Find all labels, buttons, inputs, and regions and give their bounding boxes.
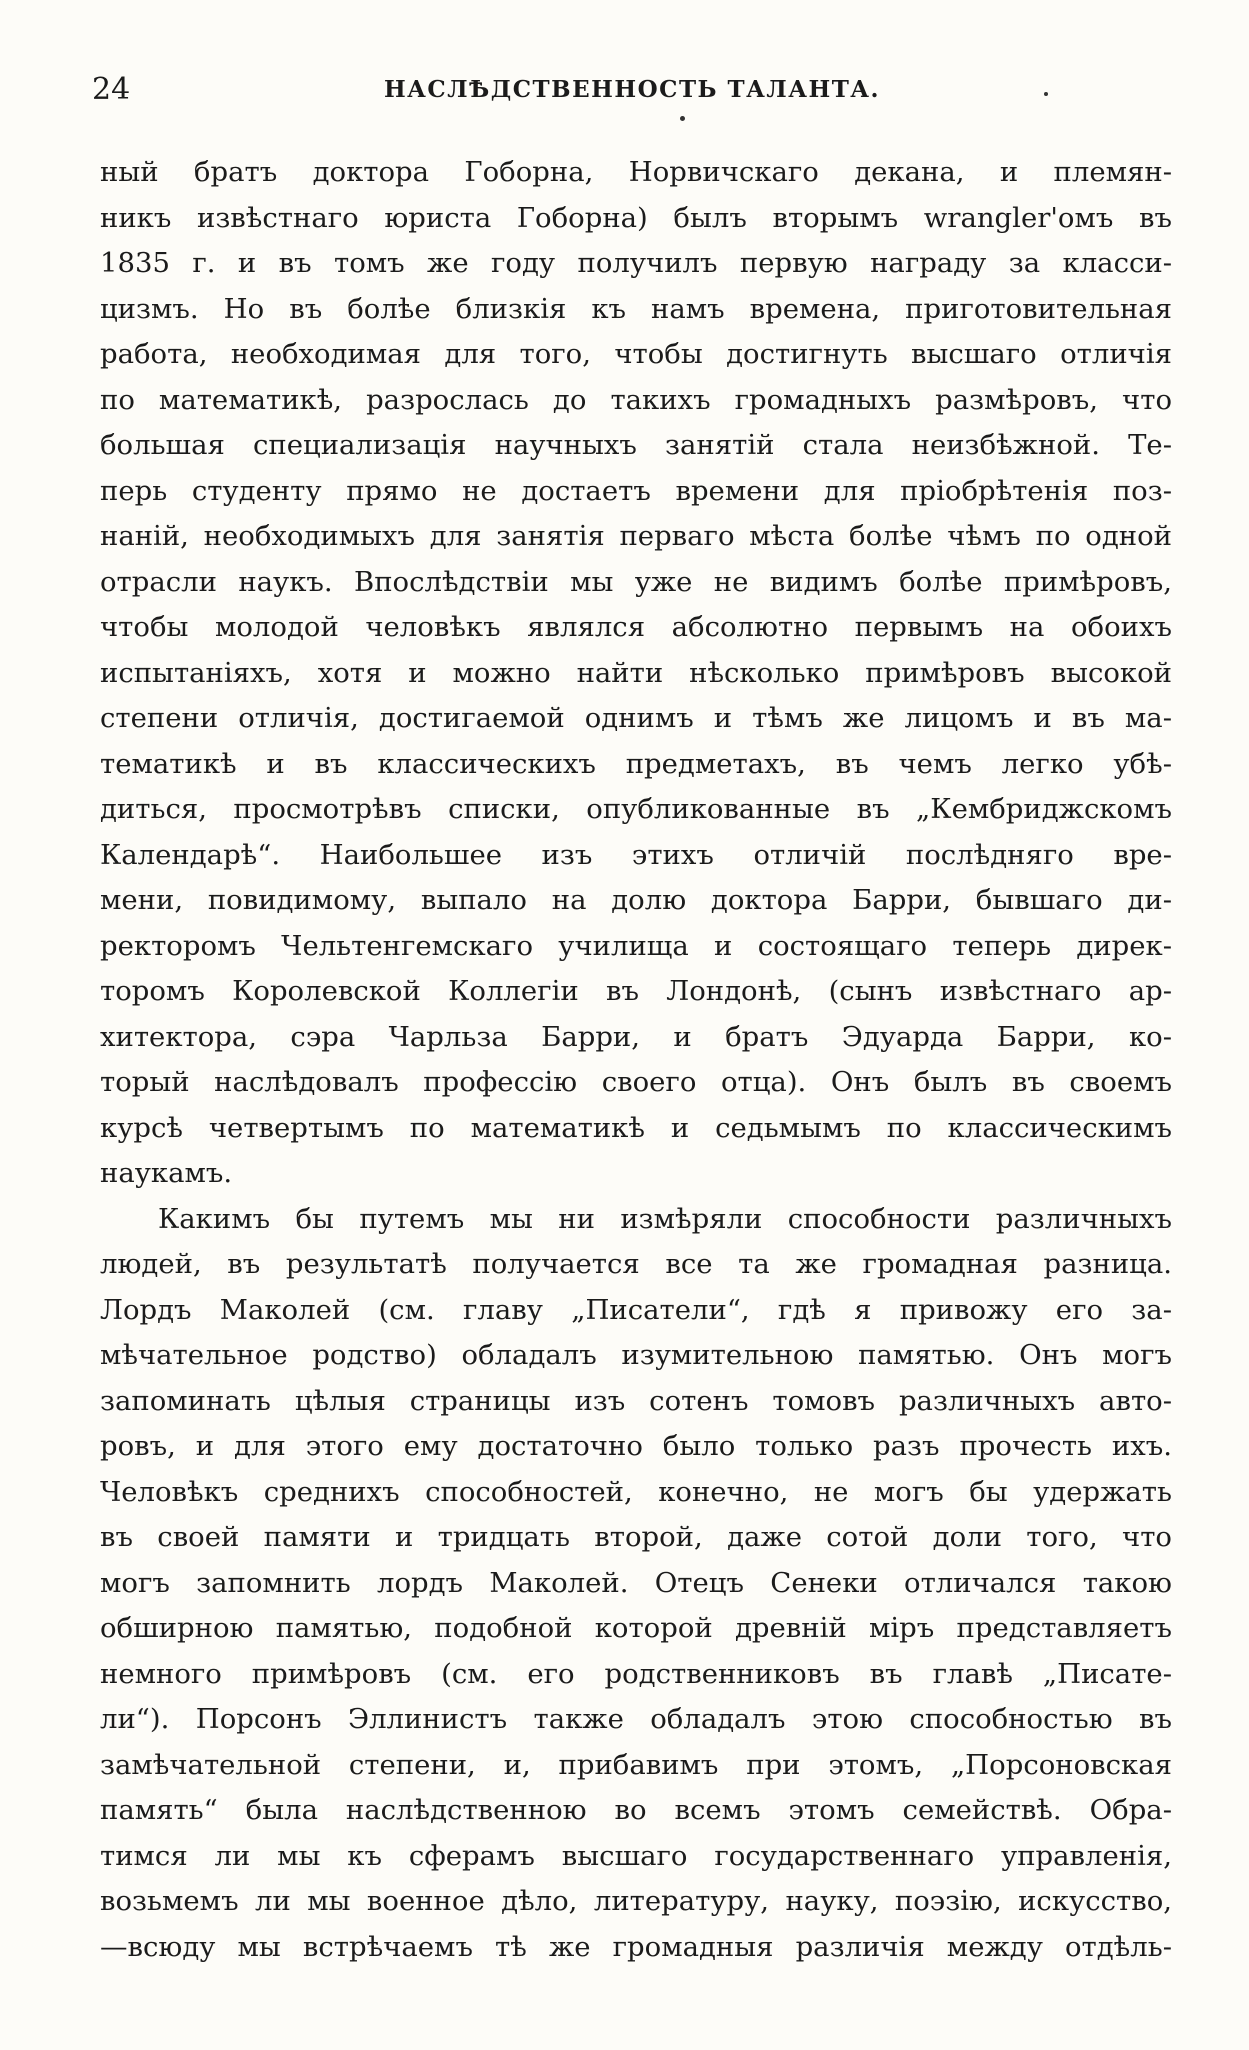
text-line: диться, просмотрѣвъ списки, опубликованные въ „Кембриджскомъ bbox=[100, 793, 1172, 825]
text-line: отрасли наукъ. Впослѣдствіи мы уже не видимъ болѣе примѣровъ, bbox=[100, 565, 1172, 598]
body-text bbox=[100, 150, 1172, 1970]
text-line: большая специализація научныхъ занятій стала неизбѣжной. Те- bbox=[100, 429, 1172, 461]
text-line: запоминать цѣлыя страницы изъ сотенъ томовъ различныхъ авто- bbox=[100, 1384, 1172, 1417]
text-line: торый наслѣдовалъ профессію своего отца). Онъ былъ въ своемъ bbox=[100, 1066, 1172, 1098]
text-line: хитектора, сэра Чарльза Барри, и братъ Эдуарда Барри, ко- bbox=[100, 1020, 1172, 1053]
text-line: торомъ Королевской Коллегіи въ Лондонѣ, (сынъ извѣстнаго ар- bbox=[100, 975, 1172, 1007]
print-speck bbox=[1044, 92, 1048, 96]
text-line: ный братъ доктора Гоборна, Норвичскаго декана, и племян- bbox=[100, 156, 1172, 188]
text-line: Человѣкъ среднихъ способностей, конечно, не могъ бы удержать bbox=[100, 1475, 1172, 1508]
text-line: немного примѣровъ (см. его родственниковъ въ главѣ „Писате- bbox=[100, 1657, 1172, 1690]
text-line: наній, необходимыхъ для занятія перваго мѣста болѣе чѣмъ по одной bbox=[100, 520, 1172, 552]
print-speck bbox=[680, 116, 685, 121]
text-line: 1835 г. и въ томъ же году получилъ первую награду за класси- bbox=[100, 247, 1172, 279]
text-line: курсѣ четвертымъ по математикѣ и седьмымъ по классическимъ bbox=[100, 1111, 1172, 1144]
text-line: память“ была наслѣдственною во всемъ этомъ семействѣ. Обра- bbox=[100, 1794, 1172, 1826]
text-line: ректоромъ Чельтенгемскаго училища и состоящаго теперь дирек- bbox=[100, 929, 1172, 962]
text-line: степени отличія, достигаемой однимъ и тѣмъ же лицомъ и въ ма- bbox=[100, 702, 1172, 734]
text-line: замѣчательной степени, и, прибавимъ при этомъ, „Порсоновская bbox=[100, 1748, 1172, 1781]
text-line: Лордъ Маколей (см. главу „Писатели“, гдѣ я привожу его за- bbox=[100, 1293, 1172, 1326]
text-line: обширною памятью, подобной которой древній міръ представляетъ bbox=[100, 1612, 1172, 1644]
text-line: тематикѣ и въ классическихъ предметахъ, въ чемъ легко убѣ- bbox=[100, 747, 1172, 780]
running-title: НАСЛѢДСТВЕННОСТЬ ТАЛАНТА. bbox=[383, 76, 881, 103]
text-line: возьмемъ ли мы военное дѣло, литературу, науку, поэзію, искусство, bbox=[100, 1885, 1172, 1917]
text-line: перь студенту прямо не достаетъ времени для пріобрѣтенія поз- bbox=[100, 474, 1172, 507]
text-line: Какимъ бы путемъ мы ни измѣряли способности различныхъ bbox=[158, 1202, 1172, 1235]
text-line: работа, необходимая для того, чтобы достигнуть высшаго отличія bbox=[100, 338, 1172, 370]
text-line: —всюду мы встрѣчаемъ тѣ же громадныя различія между отдѣль- bbox=[100, 1930, 1172, 1963]
text-line: никъ извѣстнаго юриста Гоборна) былъ вторымъ wrangler'омъ въ bbox=[100, 201, 1172, 234]
text-line: Календарѣ“. Наибольшее изъ этихъ отличій послѣдняго вре- bbox=[100, 838, 1172, 871]
text-line: наукамъ. bbox=[100, 1157, 233, 1189]
text-line: тимся ли мы къ сферамъ высшаго государственнаго управленія, bbox=[100, 1839, 1172, 1872]
text-line: мени, повидимому, выпало на долю доктора Барри, бывшаго ди- bbox=[100, 884, 1172, 916]
text-line: людей, въ результатѣ получается все та же громадная разница. bbox=[100, 1248, 1172, 1280]
text-line: по математикѣ, разрослась до такихъ громадныхъ размѣровъ, что bbox=[100, 383, 1172, 416]
text-line: ли“). Порсонъ Эллинистъ также обладалъ этою способностью въ bbox=[100, 1703, 1172, 1735]
text-line: чтобы молодой человѣкъ являлся абсолютно первымъ на обоихъ bbox=[100, 611, 1172, 643]
text-line: цизмъ. Но въ болѣе близкія къ намъ времена, приготовительная bbox=[100, 292, 1172, 325]
text-line: въ своей памяти и тридцать второй, даже сотой доли того, что bbox=[100, 1521, 1172, 1553]
text-line: мѣчательное родство) обладалъ изумительною памятью. Онъ могъ bbox=[100, 1339, 1172, 1371]
text-line: испытаніяхъ, хотя и можно найти нѣсколько примѣровъ высокой bbox=[100, 656, 1172, 689]
page-number: 24 bbox=[92, 72, 131, 107]
text-line: могъ запомнить лордъ Маколей. Отецъ Сенеки отличался такою bbox=[100, 1566, 1172, 1599]
page-header bbox=[92, 70, 1172, 110]
text-line: ровъ, и для этого ему достаточно было только разъ прочесть ихъ. bbox=[100, 1430, 1172, 1462]
